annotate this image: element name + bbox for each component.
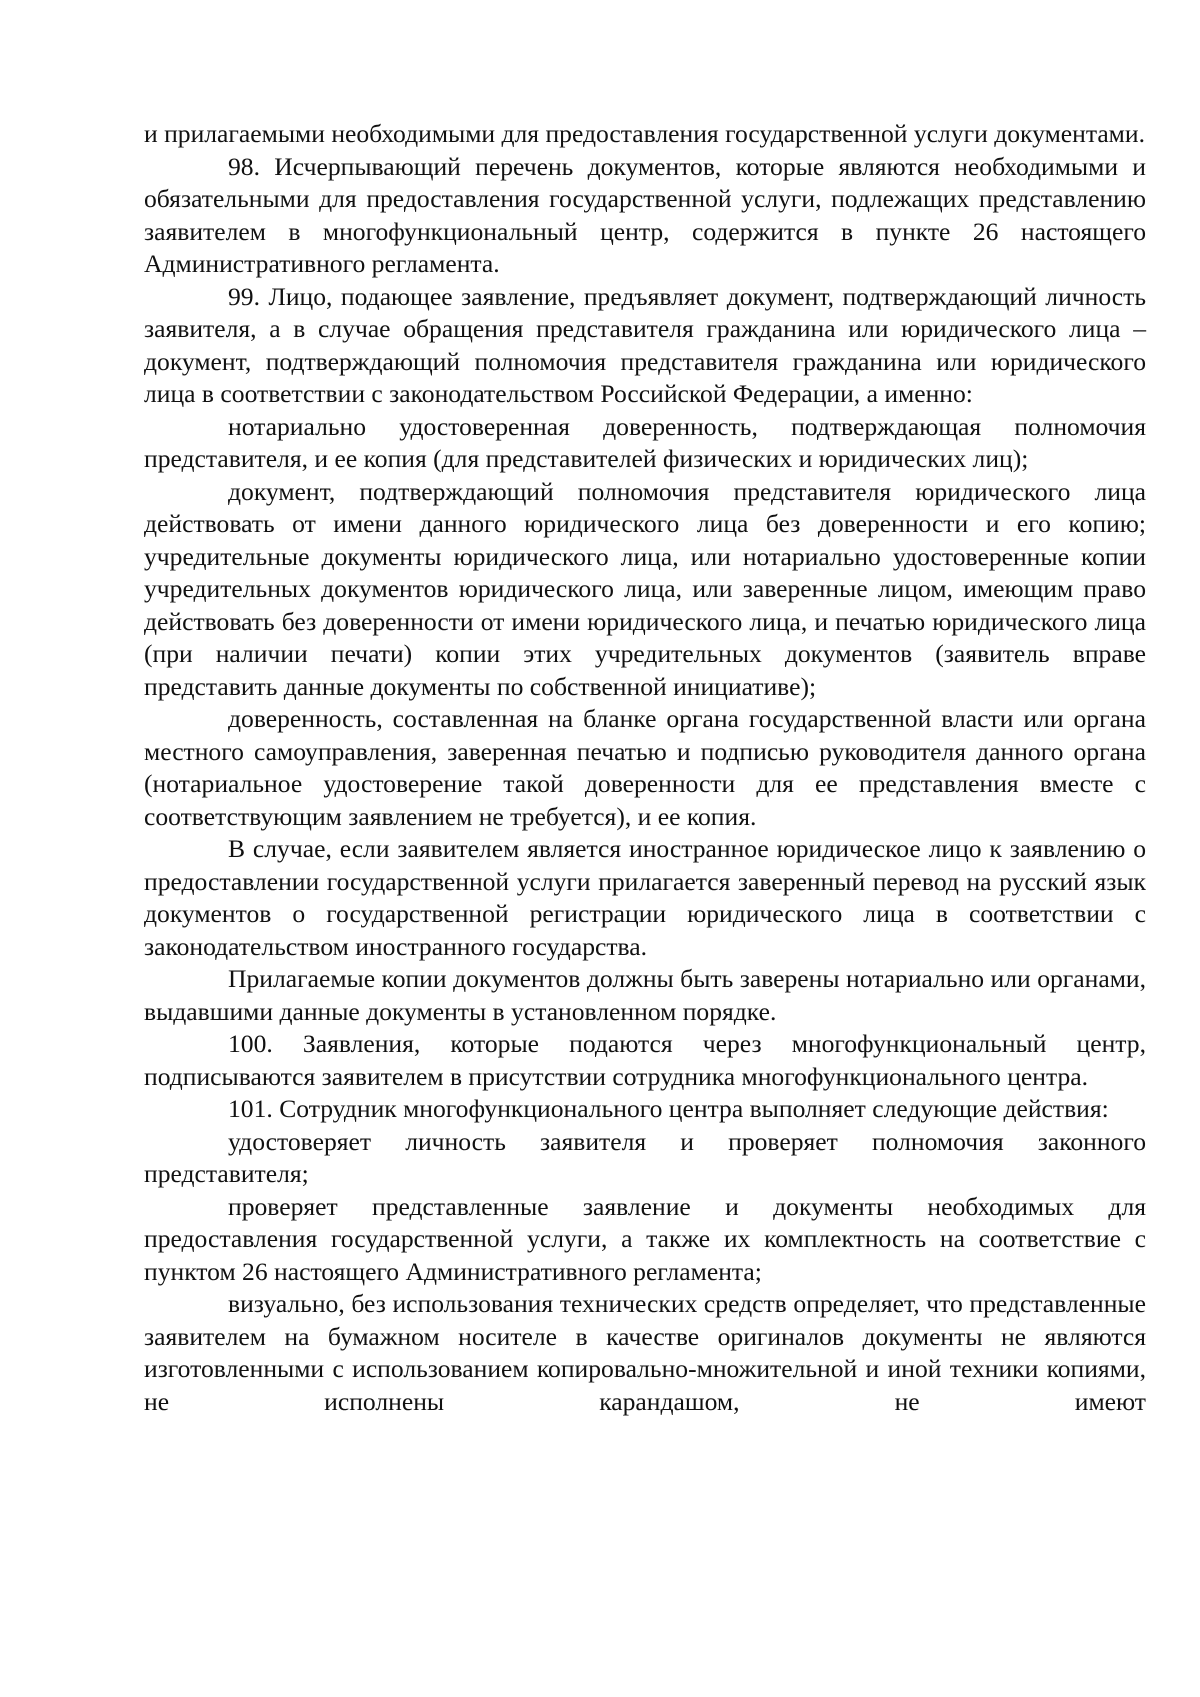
paragraph-legal-entity-documents: документ, подтверждающий полномочия представителя юридического лица действовать от имени данного юридического лица без доверенности и его копию; учредительные документы юридического лица, или нотариально удостоверенные копии учредительных документов юридического лица, или заверенные лицом, имеющим право действовать без доверенности от имени юридического лица, и печатью юридического лица (при наличии печати) копии этих учредительных документов (заявитель вправе представить данные документы по собственной инициативе);: [144, 476, 1146, 701]
paragraph-continuation: и прилагаемыми необходимыми для предоставления государственной услуги документами.: [144, 119, 1145, 148]
paragraph-notarial-power-of-attorney: нотариально удостоверенная доверенность, подтверждающая полномочия представителя, и ее копия (для представителей физических и юридических лиц);: [144, 411, 1146, 473]
paragraph-98: 98. Исчерпывающий перечень документов, которые являются необходимыми и обязательными для предоставления государственной услуги, подлежащих представлению заявителем в многофункциональный центр, содержится в пункте 26 настоящего Административного регламента.: [144, 151, 1146, 278]
paragraph-99: 99. Лицо, подающее заявление, предъявляет документ, подтверждающий личность заявителя, а в случае обращения представителя гражданина или юридического лица – документ, подтверждающий полномочия представителя гражданина или юридического лица в соответствии с законодательством Российской Федерации, а именно:: [144, 281, 1146, 408]
paragraph-government-power-of-attorney: доверенность, составленная на бланке органа государственной власти или органа местного самоуправления, заверенная печатью и подписью руководителя данного органа (нотариальное удостоверение такой доверенности для ее представления вместе с соответствующим заявлением не требуется), и ее копия.: [144, 704, 1146, 831]
paragraph-documents-check: проверяет представленные заявление и документы необходимых для предоставления государственной услуги, а также их комплектность на соответствие с пунктом 26 настоящего Административного регламента;: [144, 1191, 1146, 1286]
paragraph-visual-check: визуально, без использования технических средств определяет, что представленные заявителем на бумажном носителе в качестве оригиналов документы не являются изготовленными с использованием копировально-множительной и иной техники копиями, не исполнены карандашом, не имеют: [144, 1289, 1146, 1416]
paragraph-identity-check: удостоверяет личность заявителя и проверяет полномочия законного представителя;: [144, 1126, 1146, 1188]
paragraph-101: 101. Сотрудник многофункционального центра выполняет следующие действия:: [228, 1094, 1109, 1123]
paragraph-attached-copies: Прилагаемые копии документов должны быть заверены нотариально или органами, выдавшими данные документы в установленном порядке.: [144, 964, 1146, 1026]
document-page: [144, 118, 1146, 1418]
paragraph-foreign-legal-entity: В случае, если заявителем является иностранное юридическое лицо к заявлению о предоставлении государственной услуги прилагается заверенный перевод на русский язык документов о государственной регистрации юридического лица в соответствии с законодательством иностранного государства.: [144, 834, 1146, 961]
paragraph-100: 100. Заявления, которые подаются через многофункциональный центр, подписываются заявителем в присутствии сотрудника многофункционального центра.: [144, 1029, 1146, 1091]
